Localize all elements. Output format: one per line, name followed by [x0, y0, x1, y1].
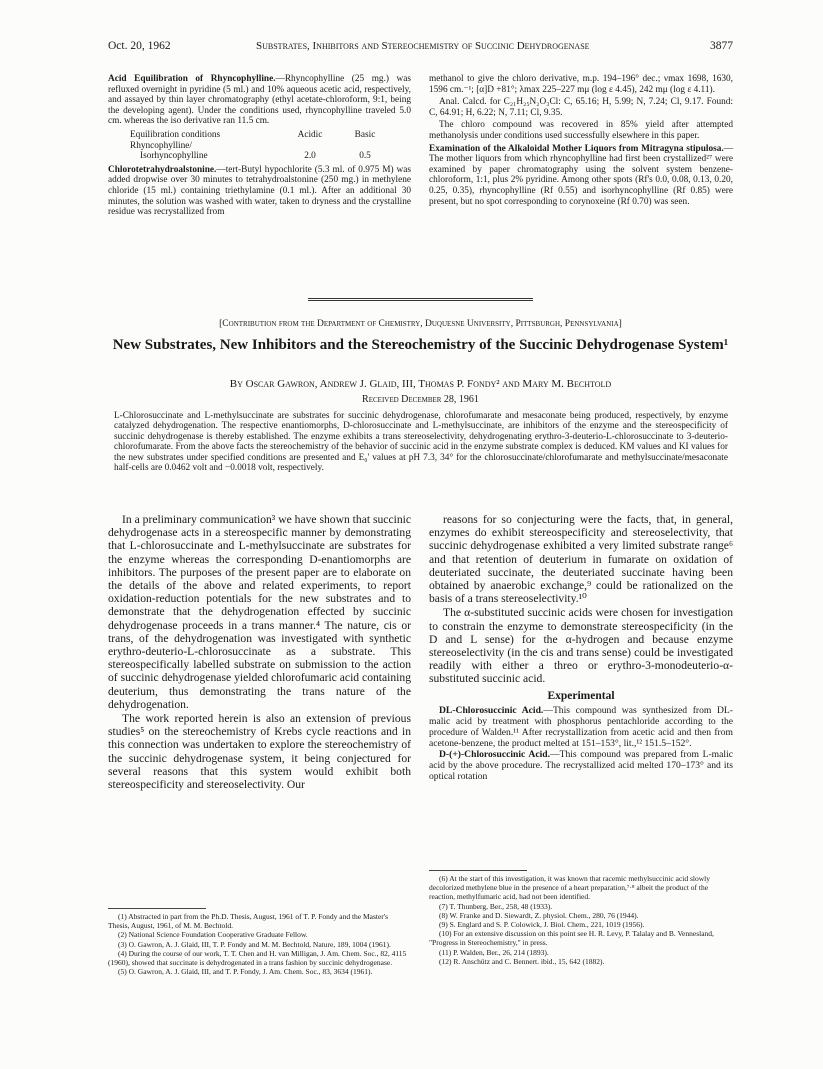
table-cell-basic: 0.5	[359, 151, 371, 162]
footnote-11: (11) P. Walden, Ber., 26, 214 (1893).	[439, 947, 549, 957]
article-title: New Substrates, New Inhibitors and the Stereochemistry of the Succinic Dehydrogenase System¹	[112, 337, 729, 353]
left-footnotes	[108, 912, 411, 976]
left-footnote-rule	[108, 908, 206, 909]
footnote-8: (8) W. Franke and D. Siewardt, Z. physiol. Chem., 280, 76 (1944).	[439, 910, 639, 920]
mother-liquors-heading: Examination of the Alkaloidal Mother Liquors from Mitragyna stipulosa.	[429, 143, 724, 154]
d-chlorosuccinic-heading: D-(+)-Chlorosuccinic Acid.	[439, 749, 551, 761]
chlorotetrahydroalstonine-heading: Chlorotetrahydroalstonine.	[108, 164, 217, 175]
author-line: By Oscar Gawron, Andrew J. Glaid, III, Thomas P. Fondy² and Mary M. Bechtold	[229, 378, 612, 390]
rhyncophylline-heading: Acid Equilibration of Rhyncophylline.	[108, 74, 276, 84]
table-header-basic: Basic	[354, 129, 376, 140]
header-date: Oct. 20, 1962	[108, 40, 171, 52]
left-body-column	[108, 513, 411, 792]
d-chlorosuccinic-paragraph	[429, 750, 733, 783]
equilibration-table	[130, 130, 411, 162]
top-left-column	[108, 74, 411, 220]
received-date: Received December 28, 1961	[362, 394, 479, 405]
right-body-column	[429, 513, 733, 784]
mother-liquors-text: —The mother liquors from which rhyncophylline had first been crystallized²⁷ were examined by paper chromatography using the solvent system benzene-chloroform, 1:1, plus 2% pyridine. Among other spots (Rf's 0.0, 0.08, 0.13, 0.20, 0.25, 0.35), rhyncophylline (Rf 0.55) and isorhyncophylline (Rf 0.85) were present, but no spot corresponding to corynoxeine (Rf 0.70) was seen.	[429, 143, 733, 207]
footnote-7: (7) T. Thunberg, Ber., 258, 48 (1933).	[439, 901, 553, 911]
dl-chlorosuccinic-text: —This compound was synthesized from DL-malic acid by treatment with phosphorus pentachloride according to the procedure of Walden.¹¹ After recrystallization from acetic acid and then from acetone-benzene, the product melted at 151–153°, lit.,¹² 151.5–152°.	[429, 704, 733, 749]
mother-liquors-paragraph	[429, 144, 733, 208]
journal-page	[108, 0, 733, 1069]
rhyncophylline-paragraph	[108, 74, 411, 127]
footnote-3: (3) O. Gawron, A. J. Glaid, III, T. P. Fondy and M. M. Bechtold, Nature, 189, 1004 (1961).	[118, 939, 391, 949]
intro-paragraph-3: reasons for so conjecturing were the facts, that, in general, enzymes do exhibit stereospecificity and stereoselectivity, that succinic dehydrogenase exhibited a very limited substrate range⁶ and that retention of deuterium in fumarate on oxidation of deuteriated succinate, the deuteriated succinate having been obtained by anaerobic exchange,⁹ could be rationalized on the basis of a trans stereoselectivity.¹⁰	[429, 513, 733, 606]
abstract: L-Chlorosuccinate and L-methylsuccinate are substrates for succinic dehydrogenase, chlorofumarate and mesaconate being produced, respectively, by enzyme catalyzed dehydrogenation. The respective enantiomorphs, D-chlorosuccinate and L-methylsuccinate, are inhibitors of the enzyme and the stereospecificity of succinic dehydrogenase is thereby established. The enzyme exhibits a trans stereoselectivity, dehydrogenating erythro-3-deuterio-L-chlorosuccinate to 3-deuterio-chlorofumarate. From the above facts the stereochemistry of the behavior of succinic acid in the enzyme substrate complex is deduced. KM values and KI values for the new substrates under specified conditions are presented and E₀' values at pH 7.3, 34° for the chlorosuccinate/chlorofumarate and methylsuccinate/mesaconate half-cells are 0.0462 volt and −0.0018 volt, respectively.	[114, 411, 728, 474]
table-header-conditions: Equilibration conditions	[130, 129, 221, 140]
dl-chlorosuccinic-heading: DL-Chlorosuccinic Acid.	[439, 704, 544, 716]
intro-paragraph-2: The work reported herein is also an extension of previous studies⁵ on the stereochemistry of Krebs cycle reactions and in this connection was undertaken to explore the stereochemistry of the succinic dehydrogenase system, it being conjectured for several reasons that this system would exhibit both stereospecificity and stereoselectivity. Our	[108, 712, 411, 792]
intro-paragraph-4: The α-substituted succinic acids were chosen for investigation to constrain the enzyme to demonstrate stereospecificity (in the D and L sense) for the α-hydrogen and because enzyme stereoselectivity (in the cis and trans sense) could be investigated readily with either a threo or erythro-3-monodeuterio-α-substituted succinic acid.	[429, 606, 733, 686]
header-title: Substrates, Inhibitors and Stereochemistry of Succinic Dehydrogenase	[256, 40, 590, 52]
table-cell-acidic: 2.0	[304, 151, 316, 162]
footnote-1: (1) Abstracted in part from the Ph.D. Thesis, August, 1961 of T. P. Fondy and the Master's Thesis, August, 1961, of M. M. Bechtold.	[108, 912, 389, 931]
chloro-derivative-paragraph: methanol to give the chloro derivative, m.p. 194–196° dec.; νmax 1698, 1630, 1596 cm.⁻¹; [α]D +81°; λmax 225–227 mμ (log ε 4.45), 242 mμ (log ε 4.11).	[429, 74, 733, 95]
footnote-12: (12) R. Anschütz and C. Bennert. ibid., 15, 642 (1882).	[439, 956, 605, 966]
table-row-label-2: Isorhyncophylline	[140, 151, 208, 162]
chlorotetrahydroalstonine-paragraph	[108, 165, 411, 218]
running-header	[108, 40, 733, 56]
experimental-section	[429, 706, 733, 783]
section-divider	[308, 298, 533, 301]
chlorotetrahydroalstonine-text: —tert-Butyl hypochlorite (5.3 ml. of 0.975 M) was added dropwise over 30 minutes to tetrahydroalstonine (250 mg.) in methylene chloride (15 ml.) containing triethylamine (0.1 ml.). After an additional 30 minutes, the solution was washed with water, taken to dryness and the crystalline residue was recrystallized from	[108, 164, 411, 218]
right-footnotes	[429, 874, 733, 966]
header-page-number: 3877	[710, 40, 733, 52]
experimental-heading: Experimental	[547, 689, 615, 702]
footnote-2: (2) National Science Foundation Cooperative Graduate Fellow.	[118, 930, 308, 940]
table-header-acidic: Acidic	[297, 129, 323, 140]
footnote-4: (4) During the course of our work, T. T. Chen and H. van Milligan, J. Am. Chem. Soc., 82, 4115 (1960), showed that succinate is dehydrogenated in a trans fashion by succinic dehydrogenase.	[108, 948, 407, 968]
footnote-10: (10) For an extensive discussion on this point see H. R. Levy, P. Talalay and B. Vennesland, "Progress in Stereochemistry," in press.	[429, 929, 714, 948]
recovery-paragraph: The chloro compound was recovered in 85% yield after attempted methanolysis under conditions used successfully elsewhere in this paper.	[429, 120, 733, 141]
intro-paragraph-1: In a preliminary communication³ we have shown that succinic dehydrogenase acts in a stereospecific manner by demonstrating that L-chlorosuccinate and L-methylsuccinate are substrates for the enzyme whereas the corresponding D-enantiomorphs are inhibitors. The purposes of the present paper are to elaborate on the details of the above and related experiments, to report oxidation-reduction potentials for the new substrates and to demonstrate that the dehydrogenation effected by succinic dehydrogenase proceeds in a trans manner.⁴ The nature, cis or trans, of the dehydrogenation was investigated with synthetic erythro-deuterio-L-chlorosuccinate as a substrate. This stereospecifically labelled substrate on submission to the action of succinic dehydrogenase yielded chlorofumaric acid containing deuterium, thus demonstrating the trans nature of the dehydrogenation.	[108, 513, 411, 711]
rhyncophylline-text: —Rhyncophylline (25 mg.) was refluxed overnight in pyridine (5 ml.) and 10% aqueous acetic acid, respectively, and assayed by thin layer chromatography (ethyl acetate-chloroform, 9:1, being the developing agent). Under the conditions used, rhyncophylline traveled 5.0 cm. whereas the iso derivative ran 11.5 cm.	[108, 74, 411, 127]
top-right-column	[429, 74, 733, 209]
contribution-line: [Contribution from the Department of Chemistry, Duquesne University, Pittsburgh, Pennsylvania]	[219, 319, 622, 329]
footnote-9: (9) S. Englard and S. P. Colowick, J. Biol. Chem., 221, 1019 (1956).	[439, 920, 645, 930]
table-row-label: Rhyncophylline/	[130, 140, 192, 151]
right-footnote-rule	[429, 870, 527, 871]
footnote-5: (5) O. Gawron, A. J. Glaid, III, and T. P. Fondy, J. Am. Chem. Soc., 83, 3634 (1961).	[118, 967, 373, 977]
analysis-paragraph: Anal. Calcd. for C₂₁H₂₅N₂O₃Cl: C, 65.16; H, 5.99; N, 7.24; Cl, 9.17. Found: C, 64.91; H, 6.22; N, 7.11; Cl, 9.35.	[429, 97, 733, 118]
d-chlorosuccinic-text: —This compound was prepared from L-malic acid by the above procedure. The recrystallized acid melted 170–173° and its optical rotation	[429, 749, 733, 783]
footnote-6: (6) At the start of this investigation, it was known that racemic methylsuccinic acid slowly decolorized methylene blue in the presence of a heart preparation,⁷·⁸ albeit the product of the reaction, methylfumaric acid, had not been identified.	[429, 874, 710, 902]
dl-chlorosuccinic-paragraph	[429, 706, 733, 750]
